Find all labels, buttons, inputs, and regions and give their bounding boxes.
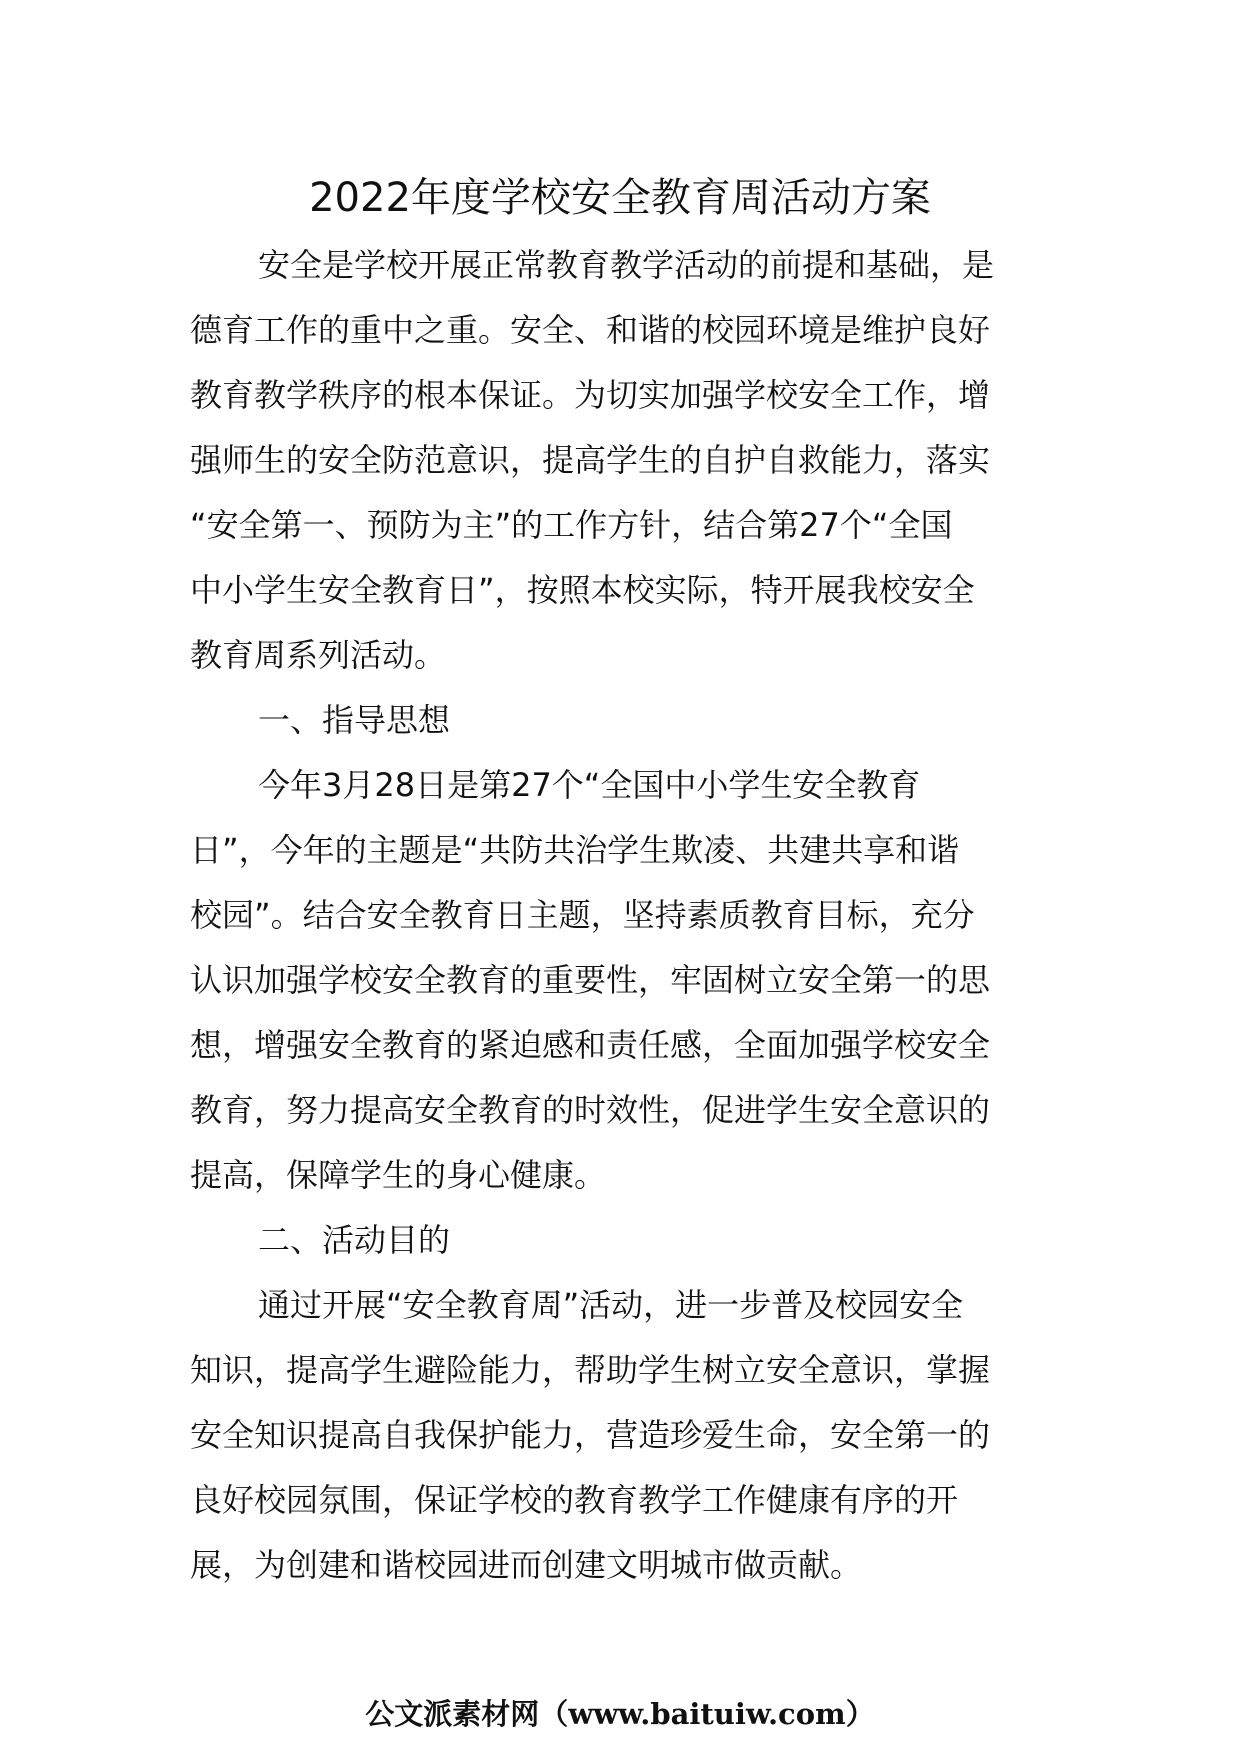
paragraph-intro-line-3: 教育教学秩序的根本保证。为切实加强学校安全工作，增 [190, 376, 991, 414]
paragraph-purpose-line-1: 通过开展“安全教育周”活动，进一步普及校园安全 [258, 1286, 964, 1324]
paragraph-intro-line-6: 中小学生安全教育日”，按照本校实际，特开展我校安全 [190, 571, 975, 609]
section-heading-activity-purpose: 二、活动目的 [258, 1221, 451, 1259]
paragraph-purpose-line-5: 展，为创建和谐校园进而创建文明城市做贡献。 [190, 1546, 863, 1584]
footer-source: 公文派素材网（www.baituiw.com） [365, 1697, 875, 1731]
paragraph-purpose-line-3: 安全知识提高自我保护能力，营造珍爱生命，安全第一的 [190, 1416, 991, 1454]
document-title: 2022年度学校安全教育周活动方案 [309, 175, 931, 221]
paragraph-guiding-line-3: 校园”。结合安全教育日主题，坚持素质教育目标，充分 [190, 896, 975, 934]
paragraph-intro-line-5: “安全第一、预防为主”的工作方针，结合第27个“全国 [190, 506, 953, 544]
paragraph-intro-line-2: 德育工作的重中之重。安全、和谐的校园环境是维护良好 [190, 311, 991, 349]
paragraph-purpose-line-4: 良好校园氛围，保证学校的教育教学工作健康有序的开 [190, 1481, 959, 1519]
paragraph-guiding-line-2: 日”，今年的主题是“共防共治学生欺凌、共建共享和谐 [190, 831, 960, 869]
paragraph-guiding-line-5: 想，增强安全教育的紧迫感和责任感，全面加强学校安全 [190, 1026, 991, 1064]
paragraph-intro-line-7: 教育周系列活动。 [190, 636, 447, 674]
paragraph-guiding-line-4: 认识加强学校安全教育的重要性，牢固树立安全第一的思 [190, 961, 991, 999]
paragraph-intro-line-1: 安全是学校开展正常教育教学活动的前提和基础，是 [258, 246, 995, 284]
section-heading-guiding-thought: 一、指导思想 [258, 701, 451, 739]
document-body [190, 233, 1054, 1598]
paragraph-intro-line-4: 强师生的安全防范意识，提高学生的自护自救能力，落实 [190, 441, 991, 479]
paragraph-purpose-line-2: 知识，提高学生避险能力，帮助学生树立安全意识，掌握 [190, 1351, 991, 1389]
paragraph-guiding-line-7: 提高，保障学生的身心健康。 [190, 1156, 607, 1194]
paragraph-guiding-line-1: 今年3月28日是第27个“全国中小学生安全教育 [258, 766, 921, 804]
paragraph-guiding-line-6: 教育，努力提高安全教育的时效性，促进学生安全意识的 [190, 1091, 991, 1129]
